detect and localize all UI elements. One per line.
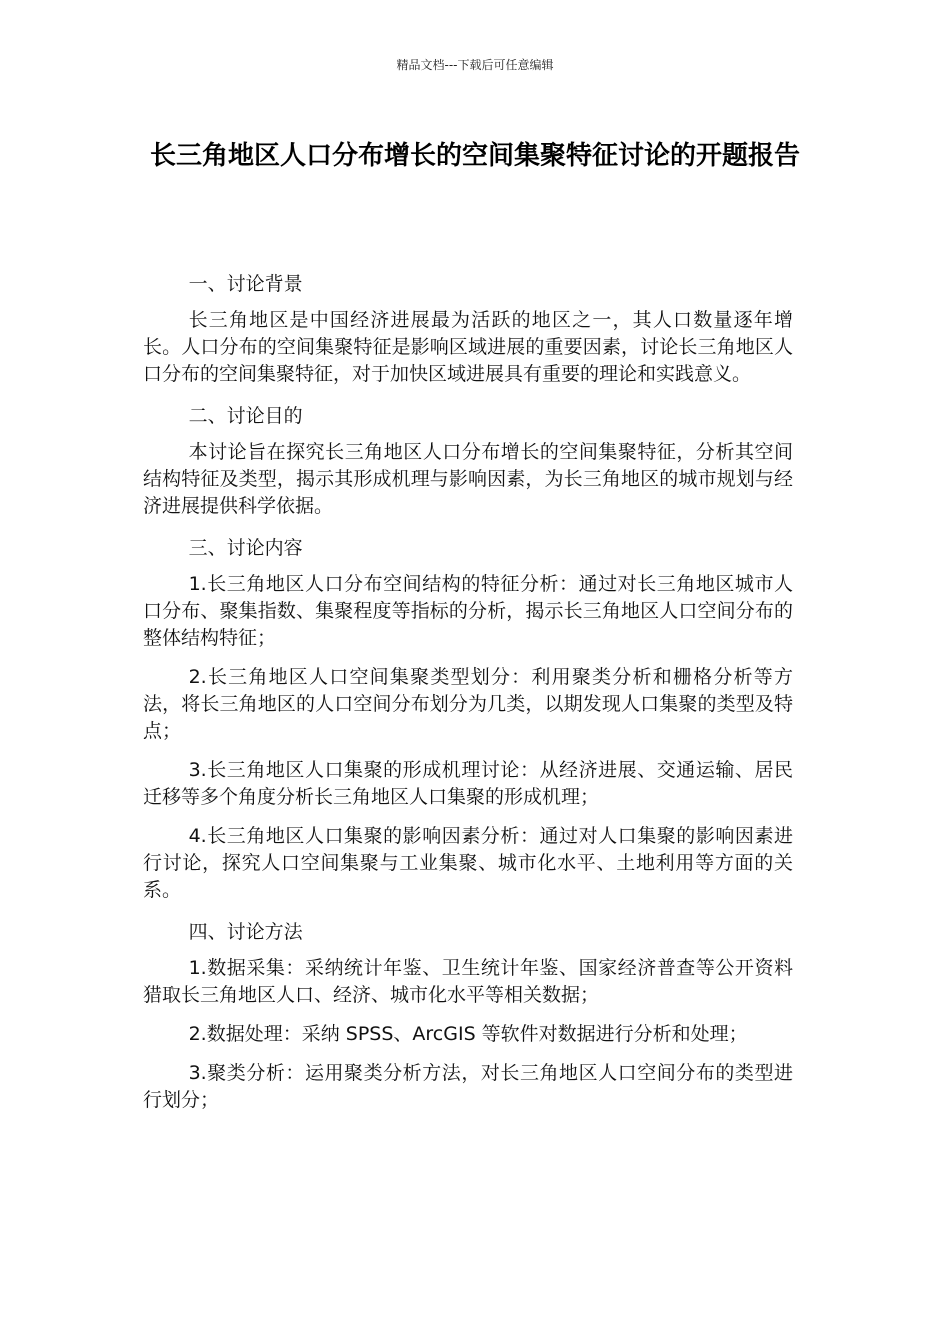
header-note: 精品文档---下载后可任意编辑 xyxy=(396,58,554,72)
paragraph: 3.聚类分析：运用聚类分析方法，对长三角地区人口空间分布的类型进行划分； xyxy=(143,1062,793,1111)
document-title: 长三角地区人口分布增长的空间集聚特征讨论的开题报告 xyxy=(149,141,800,171)
paragraph: 1.数据采集：采纳统计年鉴、卫生统计年鉴、国家经济普查等公开资料猎取长三角地区人口、经济、城市化水平等相关数据； xyxy=(143,957,793,1006)
section-heading-content: 三、讨论内容 xyxy=(188,537,303,559)
paragraph: 3.长三角地区人口集聚的形成机理讨论：从经济进展、交通运输、居民迁移等多个角度分析长三角地区人口集聚的形成机理； xyxy=(143,759,793,808)
section-heading-purpose: 二、讨论目的 xyxy=(188,405,303,427)
paragraph: 4.长三角地区人口集聚的影响因素分析：通过对人口集聚的影响因素进行讨论，探究人口空间集聚与工业集聚、城市化水平、土地利用等方面的关系。 xyxy=(143,825,793,901)
section-heading-background: 一、讨论背景 xyxy=(188,273,303,295)
paragraph: 1.长三角地区人口分布空间结构的特征分析：通过对长三角地区城市人口分布、聚集指数、集聚程度等指标的分析，揭示长三角地区人口空间分布的整体结构特征； xyxy=(143,573,793,649)
paragraph: 本讨论旨在探究长三角地区人口分布增长的空间集聚特征，分析其空间结构特征及类型，揭示其形成机理与影响因素，为长三角地区的城市规划与经济进展提供科学依据。 xyxy=(143,441,793,517)
paragraph: 2.长三角地区人口空间集聚类型划分：利用聚类分析和栅格分析等方法，将长三角地区的人口空间分布划分为几类，以期发现人口集聚的类型及特点； xyxy=(143,666,793,742)
section-heading-methods: 四、讨论方法 xyxy=(188,921,303,943)
paragraph: 2.数据处理：采纳 SPSS、ArcGIS 等软件对数据进行分析和处理； xyxy=(188,1023,748,1045)
paragraph: 长三角地区是中国经济进展最为活跃的地区之一，其人口数量逐年增长。人口分布的空间集聚特征是影响区域进展的重要因素，讨论长三角地区人口分布的空间集聚特征，对于加快区域进展具有重要的理论和实践意义。 xyxy=(143,309,793,385)
document-body xyxy=(143,268,793,1126)
